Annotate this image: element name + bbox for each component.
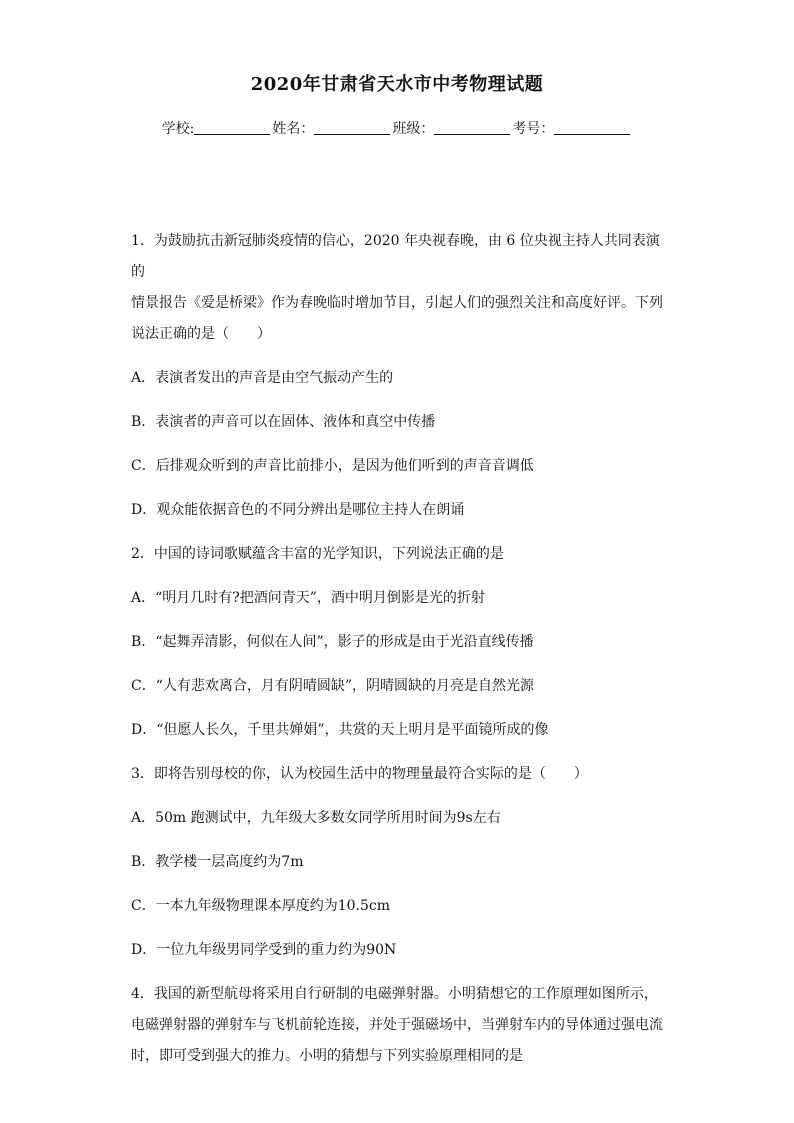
- question-4: [131, 979, 667, 1072]
- exam-number-blank[interactable]: [554, 120, 630, 135]
- page-title: 2020年甘肃省天水市中考物理试题: [250, 74, 544, 95]
- question-stem-line: 4．我国的新型航母将采用自行研制的电磁弹射器。小明猜想它的工作原理如图所示，: [131, 986, 658, 1002]
- option-b: B．表演者的声音可以在固体、液体和真空中传播: [131, 414, 436, 430]
- exam-number-label: 考号：: [512, 121, 555, 137]
- option-d: D．观众能依据音色的不同分辨出是哪位主持人在朗诵: [131, 502, 465, 518]
- class-blank[interactable]: [434, 120, 510, 135]
- option-c: C．后排观众听到的声音比前排小，是因为他们听到的声音音调低: [131, 458, 534, 474]
- question-stem-line: 3．即将告别母校的你，认为校园生活中的物理量最符合实际的是（ ）: [131, 766, 588, 782]
- option-c: C．“人有悲欢离合，月有阴晴圆缺”，阴晴圆缺的月亮是自然光源: [131, 678, 535, 694]
- option-a: A．50m 跑测试中，九年级大多数女同学所用时间为9s左右: [131, 810, 501, 826]
- class-field: [392, 118, 512, 138]
- student-info-line: [0, 118, 794, 138]
- question-2: [131, 539, 667, 570]
- school-field: [162, 118, 273, 138]
- question-stem-line: 说法正确的是（ ）: [131, 326, 271, 342]
- option-d: D．一位九年级男同学受到的重力约为90N: [131, 942, 397, 958]
- option-d: D．“但愿人长久，千里共婵娟”，共赏的天上明月是平面镜所成的像: [131, 722, 549, 738]
- name-label: 姓名：: [272, 121, 315, 137]
- question-stem-line: 情景报告《爱是桥梁》作为春晚临时增加节目，引起人们的强烈关注和高度好评。下列: [131, 295, 663, 311]
- question-stem-line: 电磁弹射器的弹射车与飞机前轮连接，并处于强磁场中，当弹射车内的导体通过强电流: [131, 1017, 663, 1033]
- name-field: [272, 118, 392, 138]
- question-stem-line: 1．为鼓励抗击新冠肺炎疫情的信心，2020 年央视春晚，由 6 位央视主持人共同表演的: [131, 233, 660, 280]
- question-stem-line: 2．中国的诗词歌赋蕴含丰富的光学知识，下列说法正确的是: [131, 546, 504, 562]
- option-a: A．“明月几时有?把酒问青天”，酒中明月倒影是光的折射: [131, 590, 485, 606]
- option-c: C．一本九年级物理课本厚度约为10.5cm: [131, 898, 390, 914]
- school-label: 学校:: [161, 121, 195, 137]
- class-label: 班级：: [392, 121, 435, 137]
- option-b: B．“起舞弄清影，何似在人间”，影子的形成是由于光沿直线传播: [131, 634, 534, 650]
- school-blank[interactable]: [194, 120, 270, 135]
- question-1: [131, 226, 667, 350]
- option-b: B．教学楼一层高度约为7m: [131, 854, 304, 870]
- option-a: A．表演者发出的声音是由空气振动产生的: [131, 370, 394, 386]
- exam-number-field: [512, 118, 632, 138]
- question-list: [131, 226, 667, 1085]
- question-3: [131, 759, 667, 790]
- question-stem-line: 时，即可受到强大的推力。小明的猜想与下列实验原理相同的是: [131, 1048, 523, 1064]
- name-blank[interactable]: [314, 120, 390, 135]
